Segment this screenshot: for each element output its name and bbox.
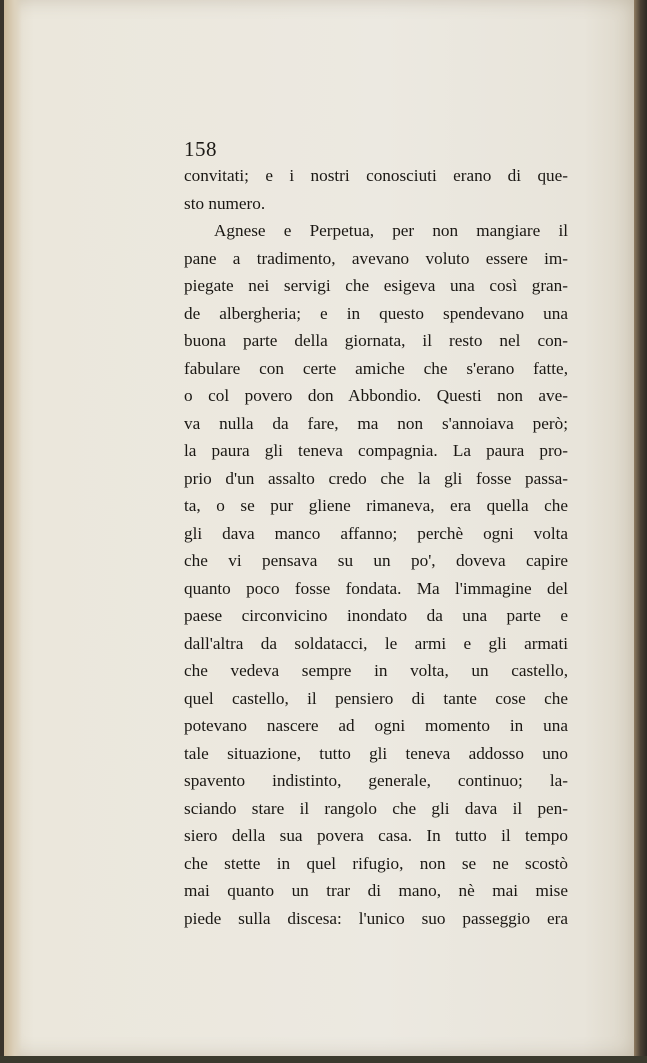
text-line: o col povero don Abbondio. Questi non ave- [184, 386, 568, 405]
text-line: siero della sua povera casa. In tutto il tempo [184, 826, 568, 845]
text-line: buona parte della giornata, il resto nel con- [184, 331, 568, 350]
text-line: fabulare con certe amiche che s'erano fatte, [184, 358, 568, 378]
text-line: sciando stare il rangolo che gli dava il pen- [184, 798, 568, 818]
text-line: piegate nei servigi che esigeva una così gran- [184, 276, 568, 295]
text-line: la paura gli teneva compagnia. La paura pro- [184, 441, 568, 460]
text-line: pane a tradimento, avevano voluto essere im- [184, 248, 568, 268]
body-text [184, 162, 568, 932]
page-number: 158 [184, 137, 217, 161]
text-line: mai quanto un trar di mano, nè mai mise [184, 881, 568, 900]
text-line: quel castello, il pensiero di tante cose che [184, 688, 568, 708]
text-line: sto numero. [184, 193, 266, 213]
text-line: paese circonvicino inondato da una parte e [184, 606, 568, 625]
text-line: convitati; e i nostri conosciuti erano di que- [184, 166, 568, 185]
book-spine-edge [634, 0, 647, 1063]
text-line: piede sulla discesa: l'unico suo passeggio era [184, 908, 568, 928]
text-line: che vedeva sempre in volta, un castello, [184, 661, 568, 680]
text-line: potevano nascere ad ogni momento in una [184, 716, 568, 735]
text-line: dall'altra da soldatacci, le armi e gli armati [184, 633, 568, 653]
text-line: che vi pensava su un po', doveva capire [184, 551, 568, 570]
page-left-edge [4, 0, 22, 1056]
text-line: che stette in quel rifugio, non se ne scostò [184, 853, 568, 873]
text-line: prio d'un assalto credo che la gli fosse passa- [184, 468, 568, 488]
text-line: tale situazione, tutto gli teneva addosso uno [184, 743, 568, 763]
text-line: ta, o se pur gliene rimaneva, era quella che [184, 496, 568, 515]
scan-bottom-edge [0, 1056, 647, 1063]
text-line: quanto poco fosse fondata. Ma l'immagine del [184, 578, 568, 598]
text-line: Agnese e Perpetua, per non mangiare il [214, 221, 568, 240]
text-line: de albergheria; e in questo spendevano una [184, 303, 568, 323]
text-line: spavento indistinto, generale, continuo; la- [184, 771, 568, 790]
text-line: va nulla da fare, ma non s'annoiava però; [184, 413, 568, 433]
text-line: gli dava manco affanno; perchè ogni volta [184, 523, 568, 543]
